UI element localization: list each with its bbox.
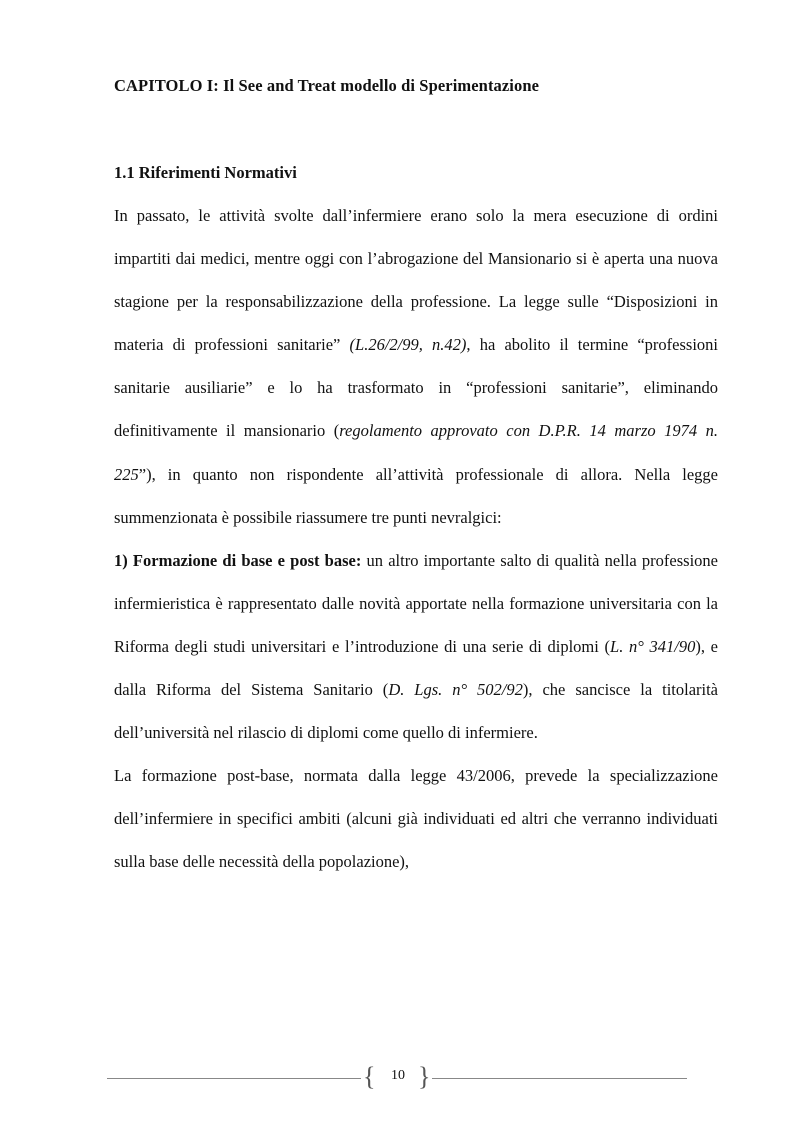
- p2-citation-law-341: L. n° 341/90: [610, 636, 696, 656]
- p2-heading: 1) Formazione di base e post base:: [114, 550, 362, 570]
- section-title: 1.1 Riferimenti Normativi: [114, 163, 297, 182]
- p1-citation-dpr: regolamento approvato con D.P.R. 14 marzo 1974 n. 225: [114, 421, 718, 484]
- page-number: 10: [391, 1068, 405, 1083]
- footer-brace-open: {: [363, 1062, 376, 1091]
- p2-citation-dlgs-502: D. Lgs. n° 502/92: [388, 680, 523, 700]
- p2-text-a: un altro importante salto di qualità nella professione infermieristica è rappresentato dalle novità apportate nella formazione universitaria con la Riforma degli studi universitari e l’introduzione di una serie di diplomi (: [114, 550, 718, 656]
- paragraph-3: La formazione post-base, normata dalla legge 43/2006, prevede la specializzazione dell’infermiere in specifici ambiti (alcuni già individuati ed altri che verranno individuati sulla base delle necessità della popolazione),: [114, 766, 718, 872]
- footer-brace-close: }: [418, 1062, 431, 1091]
- p2-text-e: ), che sancisce la titolarità dell’università nel rilascio di diplomi come quello di infermiere.: [114, 680, 719, 743]
- p1-text-c: , ha abolito il termine “professioni sanitarie ausiliarie” e lo ha trasformato in “professioni sanitarie”, eliminando definitivamente il mansionario (: [114, 335, 719, 441]
- chapter-title: CAPITOLO I: Il See and Treat modello di Sperimentazione: [114, 76, 540, 95]
- p1-text-e: ”), in quanto non rispondente all’attività professionale di allora. Nella legge summenzionata è possibile riassumere tre punti nevralgici:: [114, 464, 718, 527]
- p2-text-c: ), e dalla Riforma del Sistema Sanitario (: [114, 636, 719, 700]
- body-text: [114, 194, 718, 884]
- p1-text-a: In passato, le attività svolte dall’infermiere erano solo la mera esecuzione di ordini impartiti dai medici, mentre oggi con l’abrogazione del Mansionario si è aperta una nuova stagione per la responsabilizzazione della professione. La legge sulle “Disposizioni in materia di professioni sanitarie”: [114, 206, 718, 355]
- footer-rule-left: [107, 1078, 361, 1079]
- paragraph-2: [114, 539, 718, 754]
- p1-citation-law-42: (L.26/2/99, n.42): [349, 335, 467, 355]
- paragraph-1: [114, 194, 718, 539]
- footer-rule-right: [432, 1078, 687, 1079]
